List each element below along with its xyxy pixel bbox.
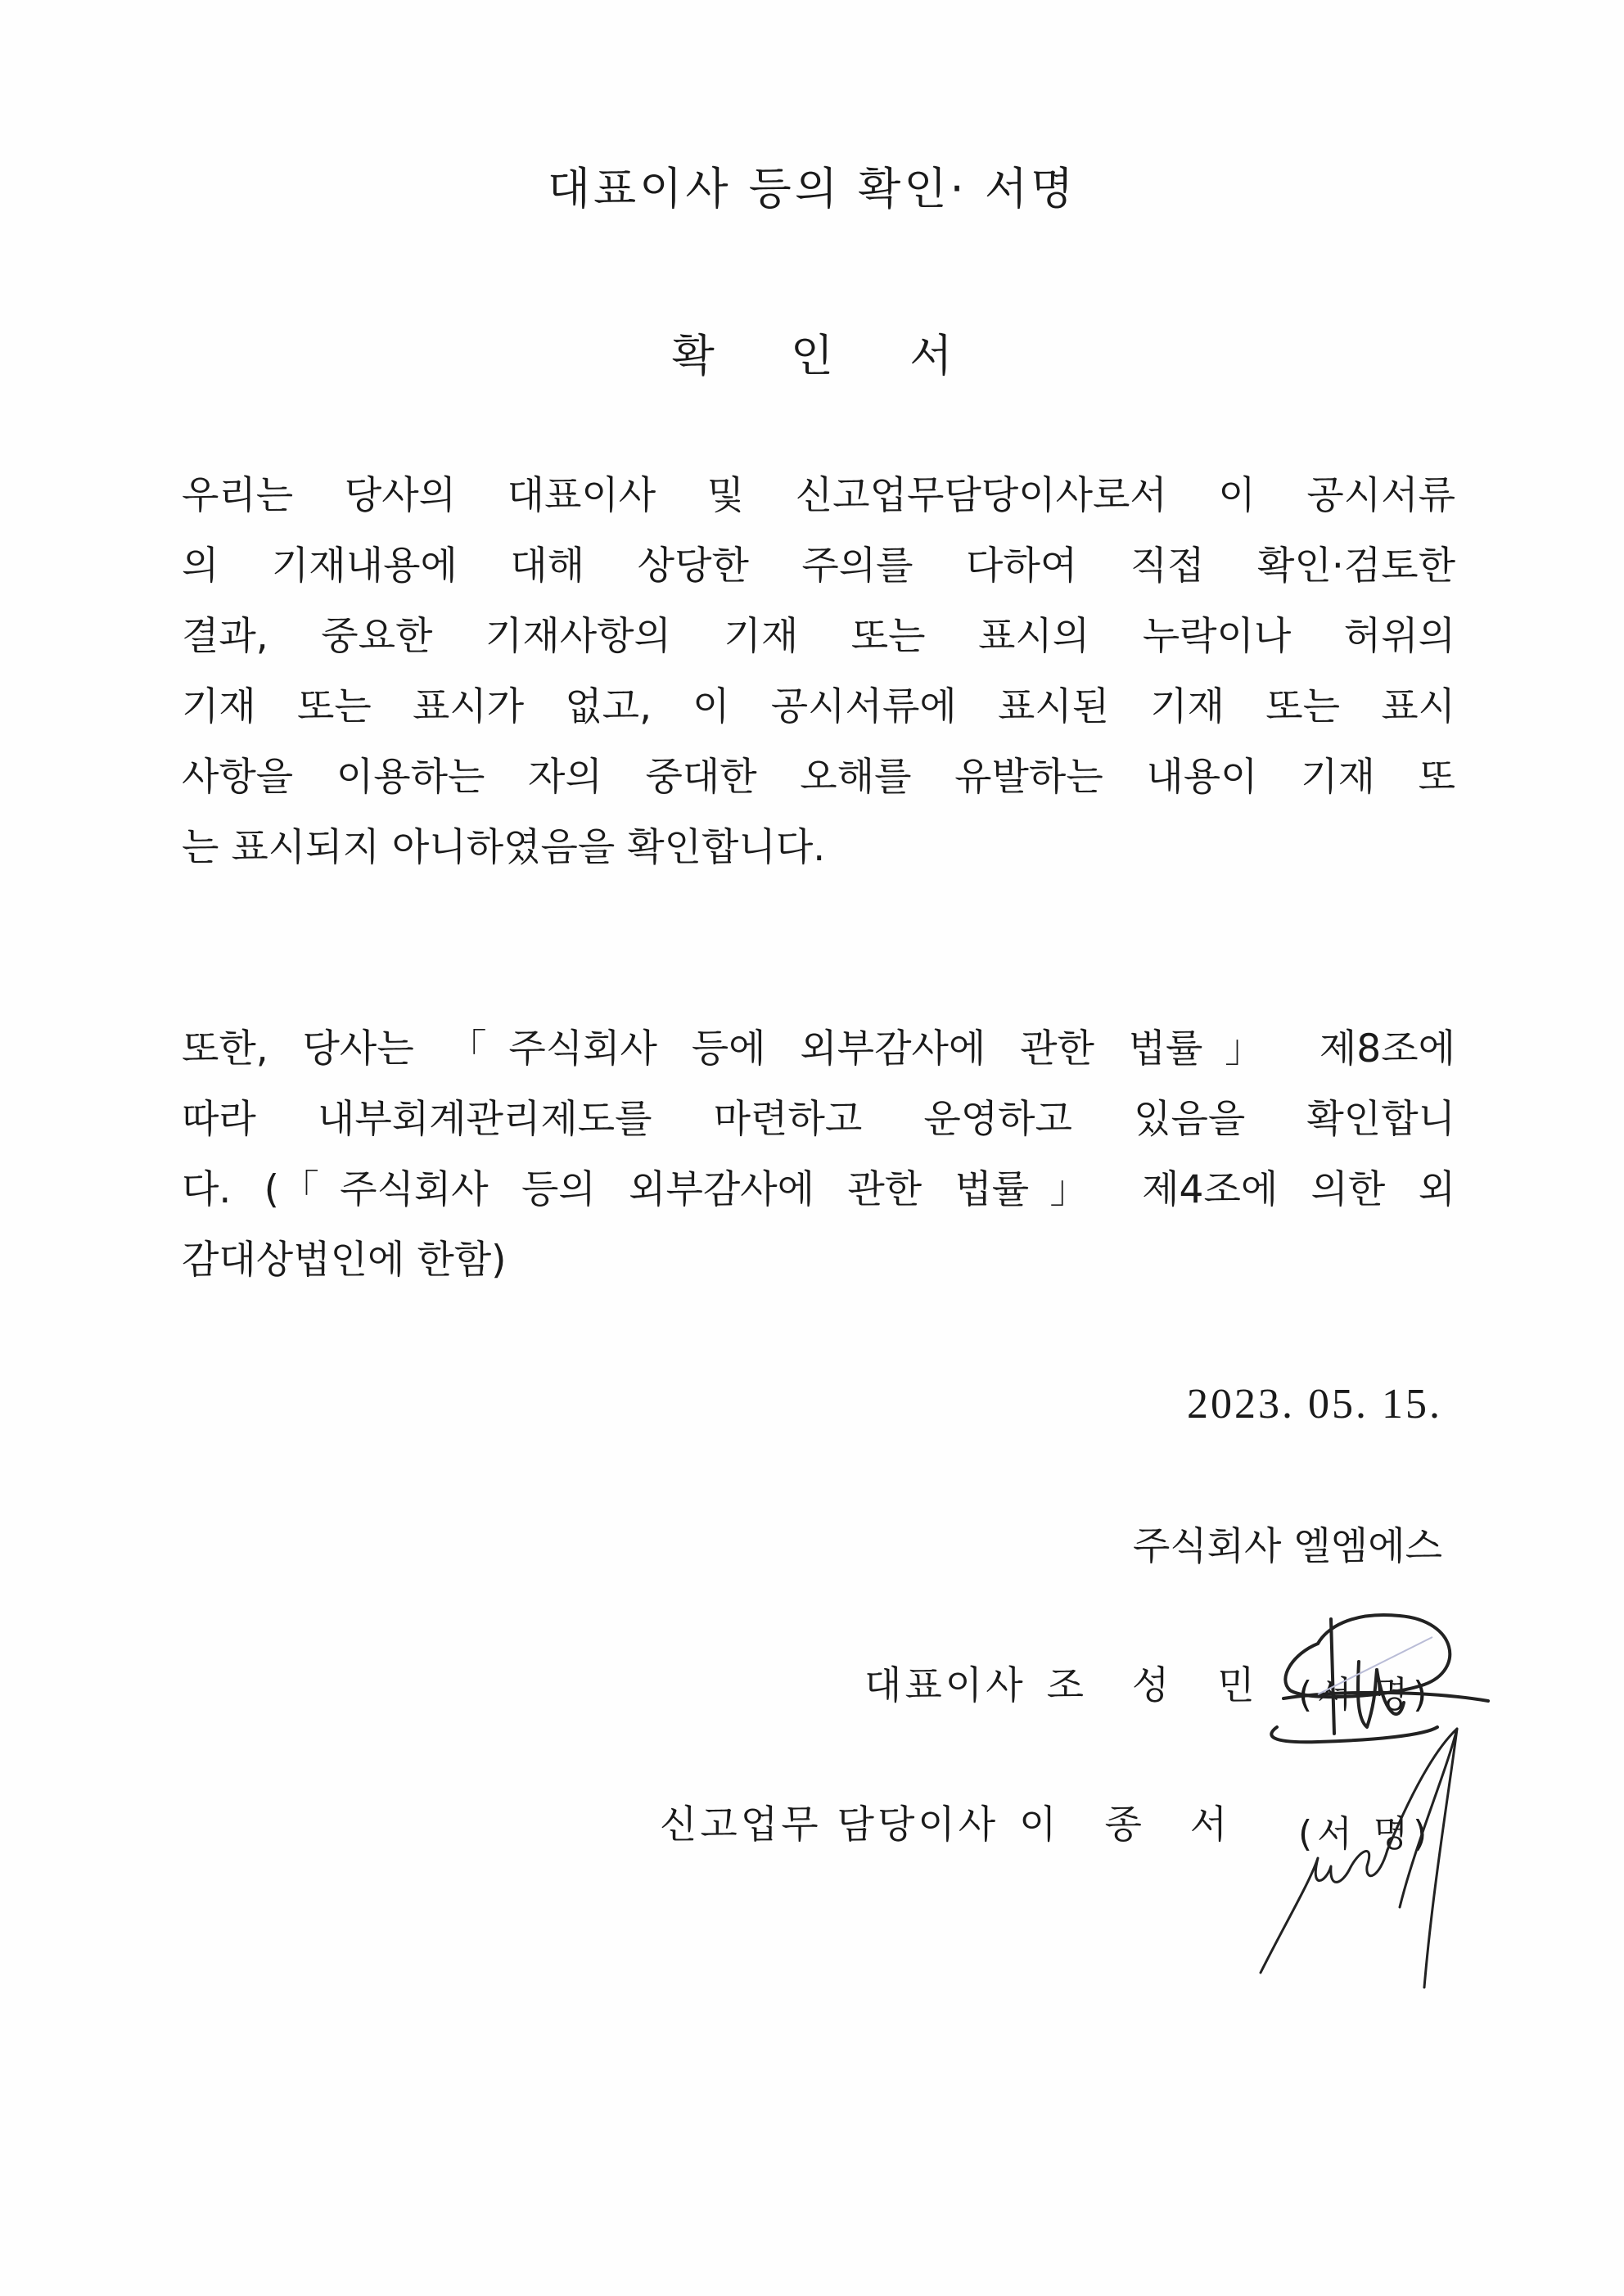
signatory-role: 대표이사	[864, 1663, 1026, 1708]
paragraph-line: 는 표시되지 아니하였음을 확인합니다.	[182, 825, 826, 870]
handwritten-signature-reporting-officer	[1252, 1727, 1482, 1989]
paragraph-line: 의 기재내용에 대해 상당한 주의를 다하여 직접 확인·검토한	[182, 544, 1455, 589]
paragraph-line: 기재 또는 표시가 없고, 이 공시서류에 표시된 기재 또는 표시	[182, 684, 1455, 729]
signature-placeholder: (서 명)	[1298, 1813, 1432, 1855]
company-name: 주식회사 엘엠에스	[1132, 1524, 1442, 1569]
paragraph-line: 또한, 당사는 「주식회사 등에 외부감사에 관한 법률」 제8조에	[182, 1026, 1455, 1071]
paragraph-line: 사항을 이용하는 자의 중대한 오해를 유발하는 내용이 기재 또	[182, 755, 1455, 800]
paragraph-line: 감대상법인에 한함)	[182, 1238, 507, 1283]
signatory-ceo	[864, 1663, 1273, 1709]
document-title: 확 인 서	[671, 330, 984, 381]
signatory-name: 이 종 서	[1019, 1802, 1246, 1847]
paragraph-line: 따라 내부회계관리제도를 마련하고 운영하고 있음을 확인합니	[182, 1097, 1455, 1142]
paragraph-line: 우리는 당사의 대표이사 및 신고업무담당이사로서 이 공시서류	[182, 473, 1455, 518]
document-date: 2023. 05. 15.	[1187, 1381, 1442, 1428]
signatory-name: 조 성 민	[1046, 1663, 1273, 1708]
paragraph-line: 다. (「주식회사 등의 외부감사에 관한 법률」 제4조에 의한 외	[182, 1167, 1455, 1212]
signatory-role: 신고업무 담당이사	[660, 1802, 999, 1847]
document-heading: 대표이사 등의 확인· 서명	[547, 163, 1077, 214]
signature-placeholder: (서 명)	[1298, 1674, 1432, 1716]
paragraph-line: 결과, 중요한 기재사항의 기재 또는 표시의 누락이나 허위의	[182, 614, 1455, 659]
signatory-reporting-officer	[660, 1802, 1245, 1848]
